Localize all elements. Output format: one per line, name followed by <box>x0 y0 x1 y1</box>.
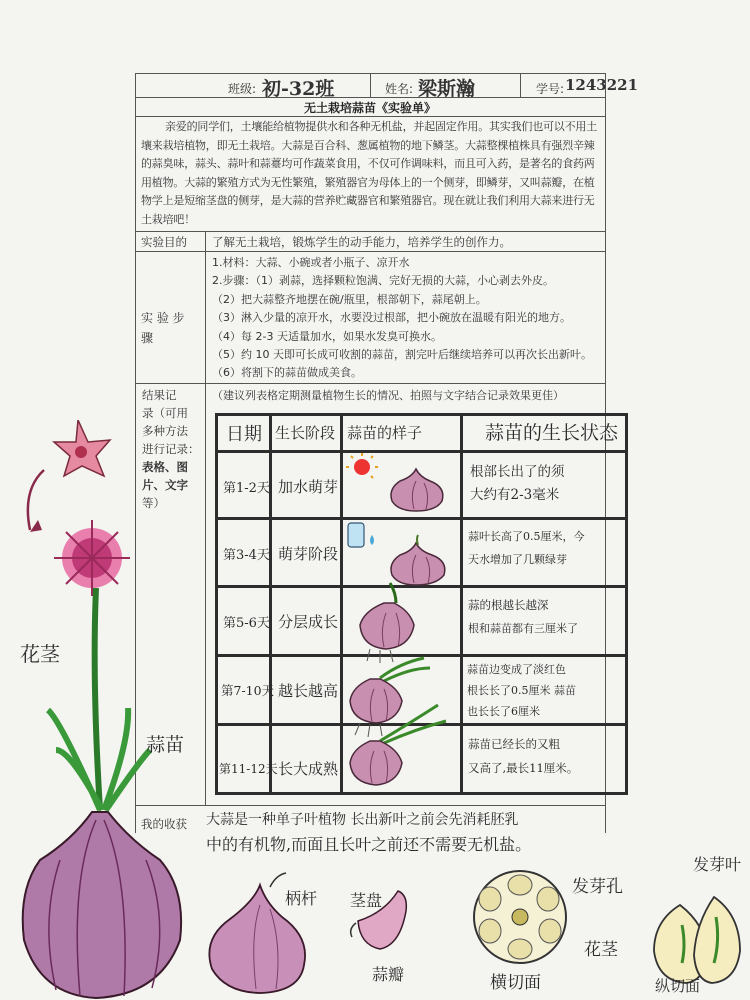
purpose-text: 了解无土栽培，锻炼学生的动手能力，培养学生的创作力。 <box>212 235 511 249</box>
label-clove: 蒜瓣 <box>372 965 405 984</box>
purpose-label: 实验目的 <box>141 235 187 249</box>
table-cell-stage: 萌芽阶段 <box>278 545 339 563</box>
results-label-line: 进行记录： <box>142 442 200 456</box>
arrow-icon <box>28 470 44 530</box>
table-cell-date: 第3-4天 <box>223 548 270 563</box>
table-cell-status: 也长长了6厘米 <box>467 705 540 718</box>
results-label-line: 多种方法 <box>142 424 188 438</box>
table-cell-status: 天水增加了几颗绿芽 <box>468 553 567 566</box>
flower-stalk <box>95 588 100 810</box>
table-cell-status: 蒜的根越长越深 <box>468 598 549 612</box>
label-sprout-hole: 发芽孔 <box>572 877 623 897</box>
step-line: 2.步骤：（1）剥蒜，选择颗粒饱满、完好无损的大蒜，小心剥去外皮。 <box>212 274 554 287</box>
intro-text: 亲爱的同学们，土壤能给植物提供水和各种无机盐，并起固定作用。其实我们也可以不用土壤来栽培植物，即无土栽培。大蒜是百合科、葱属植物的地下鳞茎。大蒜整棵植株具有强烈辛辣的蒜臭味，蒜头、蒜叶和蒜薹均可作蔬菜食用，不仅可作调味料，而且可入药，是著名的食药两用植物。大蒜的繁殖方式为无性繁殖，繁殖器官为母体上的一个侧芽，即鳞芽，又叫蒜瓣，在植物学上是短缩茎盘的侧芽，是大蒜的营养贮藏器官和繁殖器官。现在就让我们利用大蒜来进行无土栽培吧！ <box>141 120 597 226</box>
table-cell-status: 蒜叶长高了0.5厘米，今 <box>468 530 585 543</box>
table-cell-status: 大约有2-3毫米 <box>470 487 560 503</box>
label-seedling: 蒜苗 <box>146 734 185 756</box>
step-line: （6）将割下的蒜苗做成美食。 <box>212 366 362 379</box>
sun-icon <box>346 453 378 478</box>
flower-icon <box>54 420 110 476</box>
label-flower-stalk-2: 花茎 <box>584 940 618 960</box>
harvest-label: 我的收获 <box>141 817 187 831</box>
table-cell-status: 根部长出了的须 <box>470 464 565 480</box>
results-hint: （建议列表格定期测量植物生长的情况、拍照与文字结合记录效果更佳） <box>212 389 564 402</box>
label-stem-disc: 茎盘 <box>350 891 383 910</box>
table-cell-date: 第5-6天 <box>223 616 270 631</box>
longitudinal-section-drawing <box>654 897 740 983</box>
table-header: 蒜苗的样子 <box>347 424 423 442</box>
cross-section-drawing <box>474 871 566 963</box>
table-cell-date: 第1-2天 <box>223 481 270 496</box>
id-label: 学号: <box>536 82 565 96</box>
step-line: 1.材料：大蒜、小碗或者小瓶子、凉开水 <box>212 256 410 269</box>
step-line: （5）约 10 天即可长成可收割的蒜苗，割完叶后继续培养可以再次长出新叶。 <box>212 348 592 361</box>
name-label: 姓名: <box>385 82 414 96</box>
table-cell-status: 蒜苗边变成了淡红色 <box>467 663 566 676</box>
garlic-plant-illustration <box>0 420 200 1000</box>
harvest-line: 中的有机物,而面且长叶之前还不需要无机盐。 <box>206 835 532 854</box>
label-flower-stalk: 花茎 <box>20 642 60 666</box>
garlic-bulb-3 <box>360 583 414 663</box>
table-cell-date: 第11-12天 <box>219 762 278 776</box>
label-stalk: 柄杆 <box>285 889 318 908</box>
name-value: 梁斯瀚 <box>418 78 476 100</box>
table-cell-status: 根长长了0.5厘米 蒜苗 <box>467 684 576 697</box>
step-line: （3）淋入少量的凉开水，水要没过根部，把小碗放在温暖有阳光的地方。 <box>212 311 571 324</box>
label-cross-section: 横切面 <box>490 973 541 993</box>
garlic-sample-drawings <box>340 453 460 793</box>
label-longitudinal: 纵切面 <box>655 977 701 995</box>
label-sprout-leaf: 发芽叶 <box>693 855 742 874</box>
table-cell-status: 蒜苗已经长的又粗 <box>468 737 560 751</box>
table-header: 日期 <box>226 424 262 445</box>
table-cell-date: 第7-10天 <box>221 683 275 698</box>
table-cell-stage: 加水萌芽 <box>278 478 339 496</box>
garlic-bulb-1 <box>391 469 443 511</box>
table-cell-status: 根和蒜苗都有三厘米了 <box>468 622 578 635</box>
steps-label: 实 验 步 骤 <box>141 311 185 345</box>
garlic-bulb-2 <box>391 535 445 585</box>
table-cell-stage: 分层成长 <box>278 613 339 631</box>
harvest-line: 大蒜是一种单子叶植物 长出新叶之前会先消耗胚乳 <box>206 812 519 828</box>
table-header: 生长阶段 <box>275 424 336 442</box>
class-value: 初-32班 <box>262 78 335 100</box>
step-line: （4）每 2-3 天适量加水，如果水发臭可换水。 <box>212 330 442 343</box>
table-cell-stage: 长大成熟 <box>278 760 339 778</box>
page-title: 无土栽培蒜苗《实验单》 <box>303 101 436 115</box>
table-cell-stage: 越长越高 <box>278 682 339 700</box>
step-line: （2）把大蒜整齐地摆在碗/瓶里，根部朝下，蒜尾朝上。 <box>212 293 487 306</box>
results-label-line: 录（可用 <box>142 406 188 420</box>
table-cell-status: 又高了,最长11厘米。 <box>468 761 579 775</box>
results-label-line: 片、文字 <box>142 478 188 492</box>
results-label-line: 等） <box>142 496 165 510</box>
water-bottle-icon <box>348 523 374 547</box>
class-label: 班级: <box>228 82 257 96</box>
table-header: 蒜苗的生长状态 <box>485 422 619 444</box>
flower-head-icon <box>54 520 130 596</box>
results-label-line: 表格、图 <box>142 460 188 474</box>
results-label-line: 结果记 <box>142 388 177 402</box>
id-value: 1243221 <box>565 76 639 94</box>
garlic-bulb-4 <box>350 658 430 737</box>
